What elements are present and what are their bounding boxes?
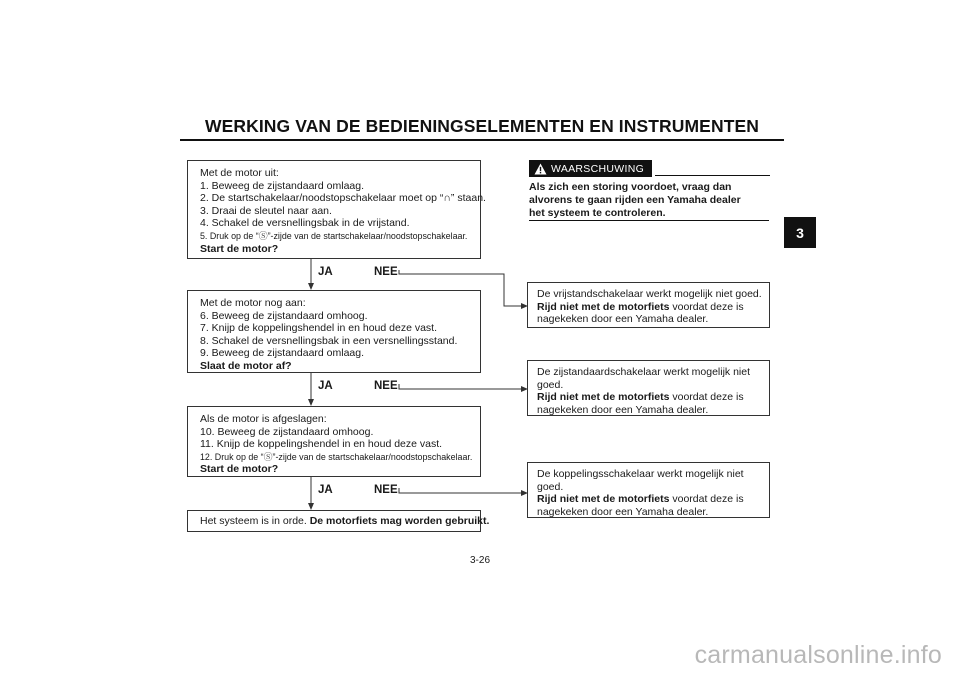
step-line: 7. Knijp de koppelingshendel in en houd deze vast. <box>200 322 438 335</box>
flow-step-2 <box>187 290 481 373</box>
step-line: 6. Beweeg de zijstandaard omhoog. <box>200 309 368 322</box>
warning-line: Als zich een storing voordoet, vraag dan <box>529 181 732 193</box>
step-line: 9. Beweeg de zijstandaard omlaag. <box>200 347 365 360</box>
warning-bottom-rule <box>529 220 769 221</box>
ok-text: Het systeem is in orde. <box>200 515 307 527</box>
step-line: 12. Druk op de “Ⓢ”-zijde van de startschakelaar/noodstopschakelaar. <box>200 451 473 462</box>
watermark: carmanualsonline.info <box>694 641 942 669</box>
arrow-no-2 <box>399 384 527 389</box>
no-label: NEE <box>374 484 398 496</box>
page-title: WERKING VAN DE BEDIENINGSELEMENTEN EN INSTRUMENTEN <box>204 116 759 136</box>
warning-rule <box>655 175 770 176</box>
step-line: Met de motor uit: <box>200 167 279 179</box>
result-line <box>537 391 763 404</box>
no-label: NEE <box>374 380 398 392</box>
step-line: 4. Schakel de versnellingsbak in de vrijstand. <box>200 217 410 230</box>
yes-label: JA <box>318 380 333 392</box>
warning-badge <box>529 160 652 177</box>
result-sidestand-switch <box>527 360 770 416</box>
result-line <box>537 493 763 506</box>
step-question: Start de motor? <box>200 242 279 255</box>
step-line: 11. Knijp de koppelingshendel in en houd deze vast. <box>200 438 443 451</box>
result-neutral-switch <box>527 282 770 328</box>
result-line: nagekeken door een Yamaha dealer. <box>537 505 709 518</box>
result-rest: voordat deze is <box>669 300 744 313</box>
step-line: 1. Beweeg de zijstandaard omlaag. <box>200 179 365 192</box>
result-bold: Rijd niet met de motorfiets <box>537 493 670 506</box>
result-line: goed. <box>537 378 564 391</box>
page-number: 3-26 <box>469 555 490 566</box>
flow-step-1 <box>187 160 486 259</box>
warning-line: alvorens te gaan rijden een Yamaha dealer <box>529 194 741 206</box>
arrow-no-3 <box>399 488 527 493</box>
result-line: nagekeken door een Yamaha dealer. <box>537 313 709 326</box>
result-rest: voordat deze is <box>669 493 744 506</box>
result-line: goed. <box>537 480 564 493</box>
result-line: De zijstandaardschakelaar werkt mogelijk niet <box>537 366 751 378</box>
result-line: nagekeken door een Yamaha dealer. <box>537 403 709 416</box>
flow-step-3 <box>187 406 481 477</box>
chapter-tab: 3 <box>784 217 816 248</box>
step-line: 8. Schakel de versnellingsbak in een versnellingsstand. <box>200 334 458 347</box>
step-line: 5. Druk op de “Ⓢ”-zijde van de startschakelaar/noodstopschakelaar. <box>200 230 468 241</box>
step-line: Met de motor nog aan: <box>200 297 306 309</box>
yes-label: JA <box>318 484 333 496</box>
no-label: NEE <box>374 266 398 278</box>
result-line: De vrijstandschakelaar werkt mogelijk niet goed. <box>537 288 762 300</box>
ok-line <box>200 515 490 528</box>
step-question: Start de motor? <box>200 463 279 476</box>
result-clutch-switch <box>527 462 770 518</box>
result-bold: Rijd niet met de motorfiets <box>537 300 670 313</box>
result-rest: voordat deze is <box>669 391 744 404</box>
result-line <box>537 301 763 314</box>
step-line: Als de motor is afgeslagen: <box>200 413 327 425</box>
step-question: Slaat de motor af? <box>200 359 292 372</box>
step-line: 2. De startschakelaar/noodstopschakelaar moet op “∩” staan. <box>200 192 486 205</box>
flow-step-ok <box>187 510 490 532</box>
ok-bold: De motorfiets mag worden gebruikt. <box>309 515 490 527</box>
result-bold: Rijd niet met de motorfiets <box>537 391 670 404</box>
step-line: 10. Beweeg de zijstandaard omhoog. <box>200 425 374 438</box>
yes-label: JA <box>318 266 333 278</box>
warning-text <box>529 181 769 220</box>
step-line: 3. Draai de sleutel naar aan. <box>200 204 332 217</box>
warning-line: het systeem te controleren. <box>529 207 666 219</box>
warning-icon <box>534 163 547 175</box>
warning-badge-label: WAARSCHUWING <box>551 162 645 175</box>
result-line: De koppelingsschakelaar werkt mogelijk niet <box>537 468 744 480</box>
